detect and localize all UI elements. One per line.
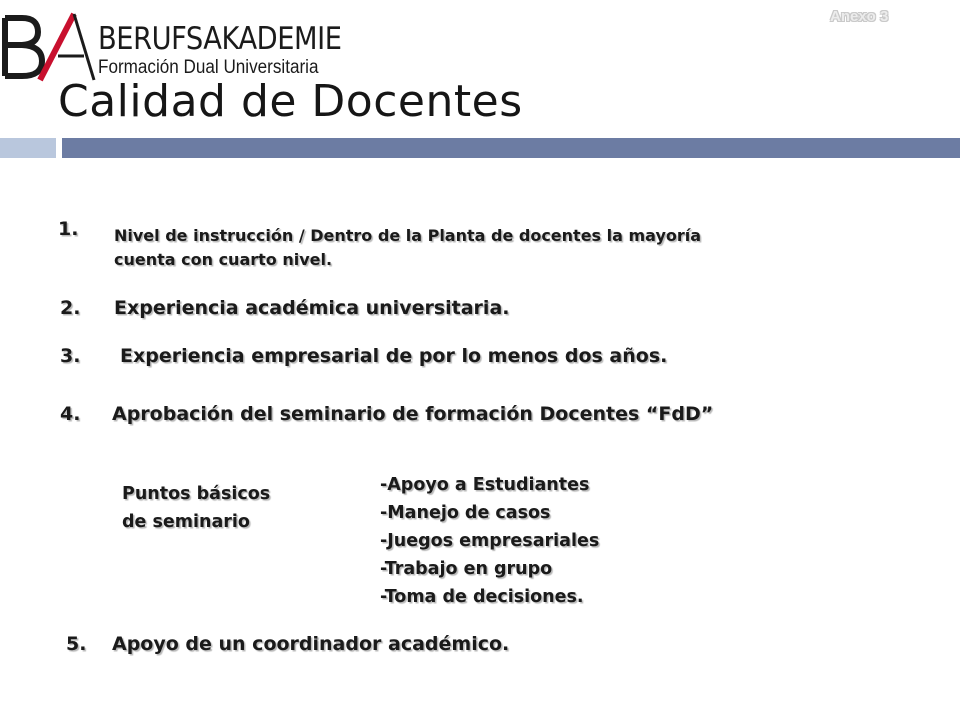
item-2-number: 2. xyxy=(60,297,81,319)
item-1-text-line2: cuenta con cuarto nivel. xyxy=(114,250,333,269)
logo-wordmark: BERUFSAKADEMIE xyxy=(98,21,342,57)
item-3-number: 3. xyxy=(60,345,81,367)
seminar-heading-line1: Puntos básicos xyxy=(122,484,271,504)
item-1-number: 1. xyxy=(58,218,79,240)
seminar-point: -Toma de decisiones. xyxy=(380,587,584,607)
item-5-text: Apoyo de un coordinador académico. xyxy=(112,633,510,655)
item-5-number: 5. xyxy=(66,633,87,655)
seminar-point: -Juegos empresariales xyxy=(380,531,600,551)
seminar-point: -Apoyo a Estudiantes xyxy=(380,475,590,495)
title-accent-bar-dark xyxy=(62,138,960,158)
item-4-text: Aprobación del seminario de formación Docentes “FdD” xyxy=(112,403,714,425)
item-1-text-line1: Nivel de instrucción / Dentro de la Planta de docentes la mayoría xyxy=(114,226,702,245)
annex-label: Anexo 3 xyxy=(830,8,889,25)
item-2-text: Experiencia académica universitaria. xyxy=(114,297,510,319)
page-title: Calidad de Docentes xyxy=(58,76,523,127)
seminar-heading-line2: de seminario xyxy=(122,512,250,532)
seminar-point: -Manejo de casos xyxy=(380,503,551,523)
berufsakademie-logo-monogram xyxy=(2,12,98,82)
title-accent-bar-light xyxy=(0,138,56,158)
item-4-number: 4. xyxy=(60,403,81,425)
logo-tagline: Formación Dual Universitaria xyxy=(98,57,319,78)
seminar-point: -Trabajo en grupo xyxy=(380,559,553,579)
item-3-text: Experiencia empresarial de por lo menos dos años. xyxy=(120,345,668,367)
